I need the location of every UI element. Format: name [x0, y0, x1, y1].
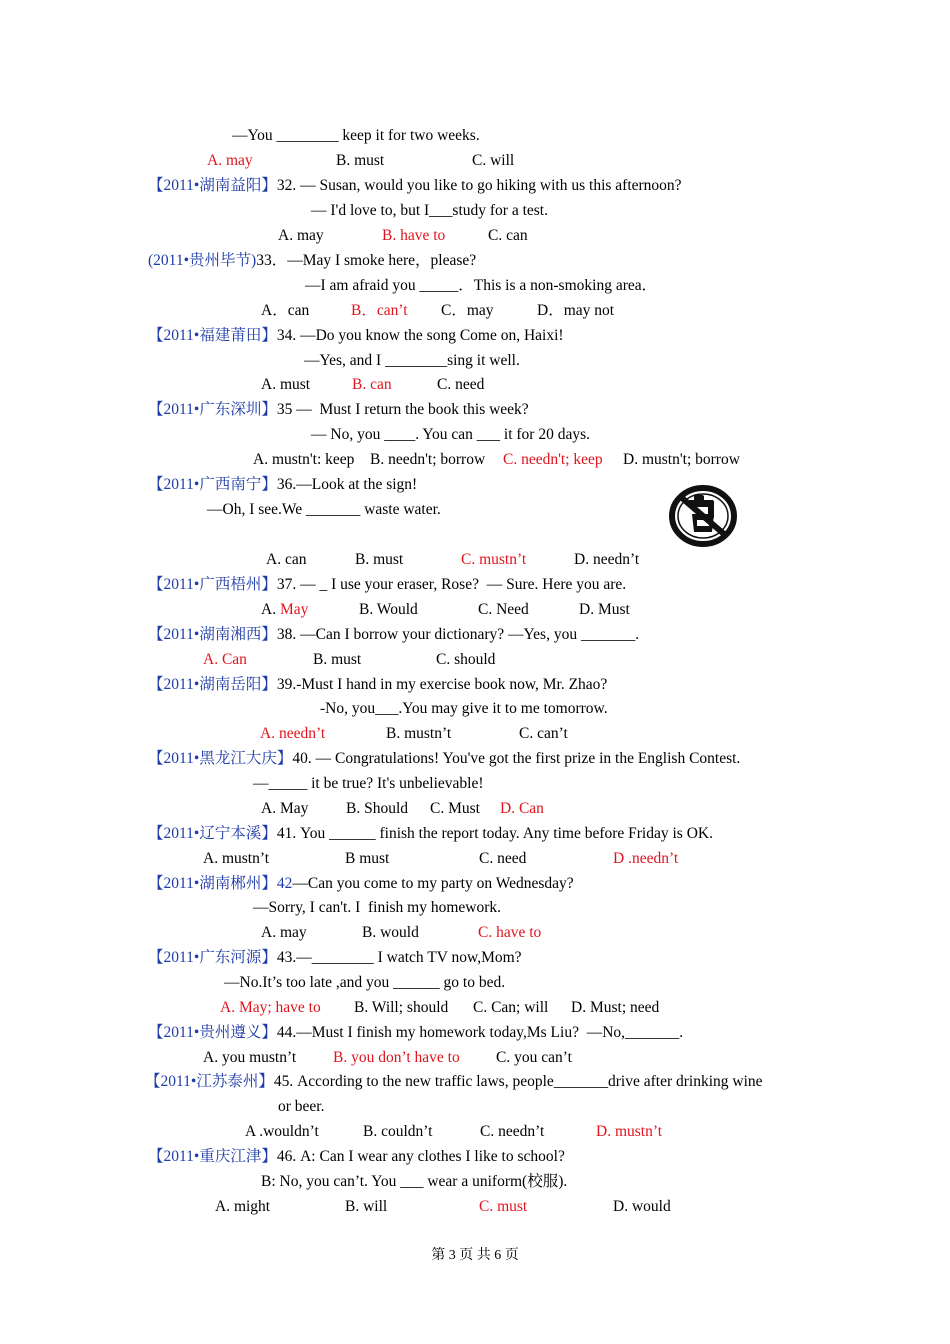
q45-option-b: B. couldn’t	[363, 1123, 433, 1140]
q46-option-c: C. must	[479, 1198, 528, 1215]
q39-option-b: B. mustn’t	[386, 725, 452, 742]
q33-source-tag: (2011•贵州毕节)	[148, 252, 257, 269]
q43-option-a: A. May; have to	[220, 999, 321, 1016]
q44-option-b: B. you don’t have to	[333, 1049, 460, 1066]
no-water-waste-sign-icon	[668, 484, 738, 548]
q42-option-a: A. may	[261, 924, 307, 941]
q32-line2: — I'd love to, but I___study for a test.	[311, 202, 548, 219]
q36-line2: —Oh, I see.We _______ waste water.	[207, 501, 441, 518]
q46-source-tag: 【2011•重庆江津】	[148, 1148, 277, 1165]
q36-option-d: D. needn’t	[574, 551, 640, 568]
q34-stem-row	[148, 326, 564, 346]
q37-option-a-answer: May	[279, 601, 309, 618]
q32-option-a: A. may	[278, 227, 324, 244]
q37-option-c: C. Need	[478, 601, 529, 618]
q42-stem-row	[148, 874, 574, 894]
q40-line2: —_____ it be true? It's unbelievable!	[253, 775, 484, 792]
q39-option-c: C. can’t	[519, 725, 568, 742]
q37-option-a	[261, 600, 308, 620]
q35-line2: — No, you ____. You can ___ it for 20 days.	[311, 426, 590, 443]
q41-stem: 41. You ______ finish the report today. Any time before Friday is OK.	[276, 825, 713, 842]
q46-stem: 46. A: Can I wear any clothes I like to school?	[276, 1148, 565, 1165]
q44-stem-row	[148, 1023, 683, 1043]
q35-option-c: C. needn't; keep	[503, 451, 603, 468]
q46-option-d: D. would	[613, 1198, 671, 1215]
q39-source-tag: 【2011•湖南岳阳】	[148, 676, 277, 693]
q38-stem-row	[148, 625, 639, 645]
q41-option-c: C. need	[479, 850, 527, 867]
q39-stem-row	[148, 675, 607, 695]
q38-option-c: C. should	[436, 651, 496, 668]
q36-source-tag: 【2011•广西南宁】	[148, 476, 277, 493]
q41-option-d: D .needn’t	[613, 850, 679, 867]
q34-line2: —Yes, and I ________sing it well.	[304, 352, 520, 369]
q42-number: 42	[276, 875, 293, 892]
q46-option-a: A. might	[215, 1198, 271, 1215]
q35-option-b: B. needn't; borrow	[370, 451, 486, 468]
q40-option-d: D. Can	[500, 800, 544, 817]
q35-source-tag: 【2011•广东深圳】	[148, 401, 277, 418]
q37-source-tag: 【2011•广西梧州】	[148, 576, 277, 593]
q40-option-c: C. Must	[430, 800, 480, 817]
q41-option-b: B must	[345, 850, 390, 867]
q44-option-a: A. you mustn’t	[203, 1049, 297, 1066]
q41-source-tag: 【2011•辽宁本溪】	[148, 825, 277, 842]
q32-source-tag: 【2011•湖南益阳】	[148, 177, 277, 194]
q44-source-tag: 【2011•贵州遵义】	[148, 1024, 277, 1041]
q43-line2: —No.It’s too late ,and you ______ go to bed.	[224, 974, 506, 991]
q39-line2: -No, you___.You may give it to me tomorrow.	[320, 700, 608, 717]
q38-option-a: A. Can	[203, 651, 247, 668]
q33-option-c: C．may	[441, 302, 494, 319]
q39-option-a: A. needn’t	[260, 725, 326, 742]
q36-stem: 36.—Look at the sign!	[276, 476, 418, 493]
q42-source-tag: 【2011•湖南郴州】	[148, 875, 277, 892]
q34-option-a: A. must	[261, 376, 311, 393]
q31-option-a: A. may	[207, 152, 253, 169]
q39-stem: 39.-Must I hand in my exercise book now, Mr. Zhao?	[276, 676, 608, 693]
q45-stem-row	[145, 1072, 763, 1092]
q37-stem: 37. — _ I use your eraser, Rose? — Sure. Here you are.	[276, 576, 627, 593]
q31-option-c: C. will	[472, 152, 515, 169]
q33-stem-row	[148, 251, 476, 271]
q34-option-b: B. can	[352, 376, 392, 393]
q46-stem-row	[148, 1147, 565, 1167]
q45-option-a: A .wouldn’t	[245, 1123, 319, 1140]
q44-option-c: C. you can’t	[496, 1049, 572, 1066]
q37-option-b: B. Would	[359, 601, 418, 618]
q36-option-c: C. mustn’t	[461, 551, 527, 568]
q42-line2: —Sorry, I can't. I finish my homework.	[253, 899, 502, 916]
q35-option-d: D. mustn't; borrow	[623, 451, 740, 468]
q45-source-tag: 【2011•江苏泰州】	[145, 1073, 274, 1090]
q33-line2: —I am afraid you _____．This is a non-smoking area．	[305, 277, 658, 294]
q40-stem-row	[148, 749, 740, 769]
q38-source-tag: 【2011•湖南湘西】	[148, 626, 277, 643]
q35-option-a: A. mustn't: keep	[253, 451, 355, 468]
q33-option-d: D．may not	[537, 302, 615, 319]
q45-stem: 45. According to the new traffic laws, people_______drive after drinking wine	[273, 1073, 763, 1090]
q46-line2: B: No, you can’t. You ___ wear a uniform(校服).	[261, 1173, 568, 1190]
q37-stem-row	[148, 575, 626, 595]
q42-stem: —Can you come to my party on Wednesday?	[292, 875, 574, 892]
q43-stem: 43.—________ I watch TV now,Mom?	[276, 949, 522, 966]
q45-line2: or beer.	[278, 1098, 325, 1115]
q42-option-b: B. would	[362, 924, 419, 941]
q46-option-b: B. will	[345, 1198, 388, 1215]
q36-option-a: A. can	[266, 551, 307, 568]
q37-option-a-prefix: A.	[261, 601, 280, 618]
q32-stem: 32. — Susan, would you like to go hiking with us this afternoon?	[276, 177, 682, 194]
q44-stem: 44.—Must I finish my homework today,Ms Liu? —No,_______.	[276, 1024, 684, 1041]
q43-option-c: C. Can; will	[473, 999, 549, 1016]
q33-stem: 33．—May I smoke here，please?	[256, 252, 477, 269]
q38-option-b: B. must	[313, 651, 362, 668]
q41-stem-row	[148, 824, 713, 844]
q35-stem: 35 — Must I return the book this week?	[276, 401, 529, 418]
q33-option-b: B．can’t	[351, 302, 408, 319]
q43-source-tag: 【2011•广东河源】	[148, 949, 277, 966]
q45-option-c: C. needn’t	[480, 1123, 545, 1140]
q34-stem: 34. —Do you know the song Come on, Haixi!	[276, 327, 564, 344]
q40-option-a: A. May	[261, 800, 309, 817]
q36-option-b: B. must	[355, 551, 404, 568]
q32-stem-row	[148, 176, 682, 196]
q42-option-c: C. have to	[478, 924, 542, 941]
q43-option-b: B. Will; should	[354, 999, 449, 1016]
q36-stem-row	[148, 475, 417, 495]
q38-stem: 38. —Can I borrow your dictionary? —Yes, you _______.	[276, 626, 640, 643]
q32-option-c: C. can	[488, 227, 528, 244]
q32-option-b: B. have to	[382, 227, 446, 244]
q40-option-b: B. Should	[346, 800, 409, 817]
q37-option-d: D. Must	[579, 601, 630, 618]
q34-source-tag: 【2011•福建莆田】	[148, 327, 277, 344]
q40-stem: 40. — Congratulations! You've got the first prize in the English Contest.	[292, 750, 741, 767]
page-number-footer: 第 3 页 共 6 页	[431, 1248, 519, 1263]
q41-option-a: A. mustn’t	[203, 850, 270, 867]
q31-line: —You ________ keep it for two weeks.	[232, 127, 480, 144]
q40-source-tag: 【2011•黑龙江大庆】	[148, 750, 293, 767]
q31-option-b: B. must	[336, 152, 385, 169]
q45-option-d: D. mustn’t	[596, 1123, 663, 1140]
q34-option-c: C. need	[437, 376, 485, 393]
q43-option-d: D. Must; need	[571, 999, 660, 1016]
q33-option-a: A．can	[261, 302, 310, 319]
q43-stem-row	[148, 948, 522, 968]
q35-stem-row	[148, 400, 529, 420]
